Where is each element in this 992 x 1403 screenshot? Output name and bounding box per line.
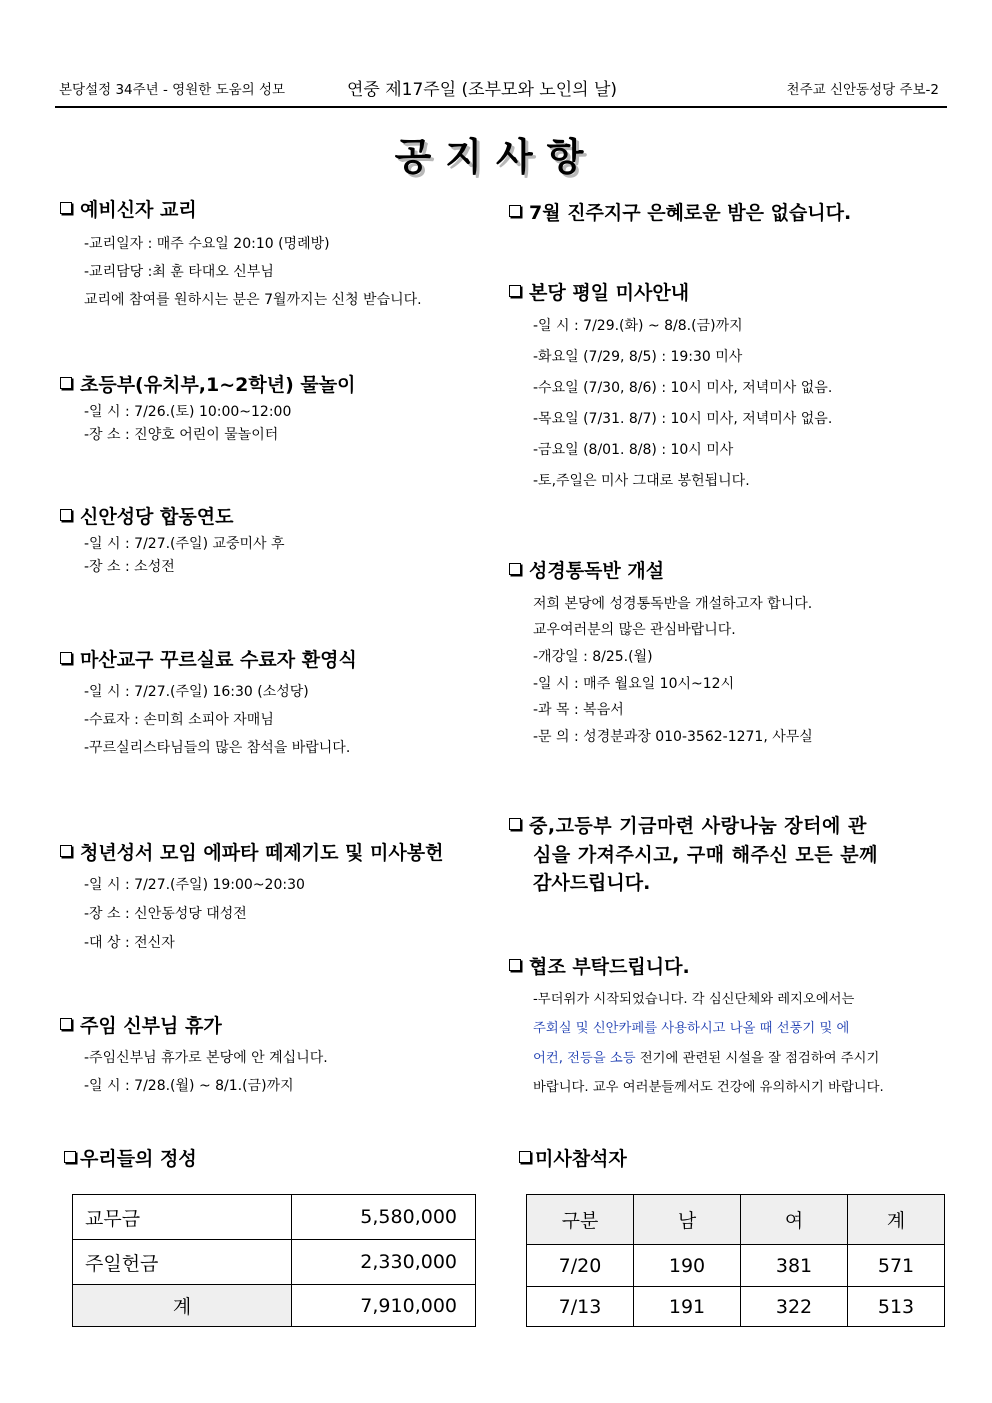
line: -일 시 : 7/27.(주일) 19:00~20:30	[84, 876, 305, 893]
section-title: 성경통독반 개설	[529, 560, 665, 582]
line: -일 시 : 매주 월요일 10시~12시	[533, 675, 735, 692]
section-title: 미사참석자	[535, 1148, 627, 1170]
line: -꾸르실리스타님들의 많은 참석을 바랍니다.	[84, 739, 351, 756]
line: -무더위가 시작되었습니다. 각 심신단체와 레지오에서는	[533, 991, 855, 1007]
column-header: 구분	[527, 1195, 634, 1245]
line: 중,고등부 기금마련 사랑나눔 장터에 관	[529, 815, 867, 837]
line: 감사드립니다.	[533, 872, 651, 894]
checkbox-bullet-icon	[60, 845, 72, 857]
line: -수요일 (7/30, 8/6) : 10시 미사, 저녁미사 없음.	[533, 379, 833, 396]
section-fundraising-market	[509, 812, 878, 898]
checkbox-bullet-icon	[60, 652, 72, 664]
offering-value: 2,330,000	[292, 1240, 476, 1285]
line: 저희 본당에 성경통독반을 개설하고자 합니다.	[533, 595, 813, 612]
line: -과 목 : 복음서	[533, 702, 624, 719]
attendance-table	[526, 1194, 945, 1327]
table-row	[527, 1287, 945, 1327]
line: -토,주일은 미사 그대로 봉헌됩니다.	[533, 472, 750, 489]
section-bible-reading	[509, 560, 813, 750]
header-bulletin-name: 천주교 신안동성당 주보-2	[786, 82, 939, 98]
checkbox-bullet-icon	[519, 1151, 531, 1163]
column-header: 여	[741, 1195, 848, 1245]
table-cell: 7/13	[527, 1287, 634, 1327]
offering-value: 5,580,000	[292, 1195, 476, 1240]
table-cell: 571	[848, 1245, 945, 1287]
section-title: 마산교구 꾸르실료 수료자 환영식	[80, 649, 357, 671]
section-title: 청년성서 모임 에파타 떼제기도 및 미사봉헌	[80, 842, 444, 864]
section-offerings	[64, 1148, 197, 1171]
highlighted-text: 어컨, 전등을 소등	[533, 1050, 636, 1066]
line-text: 전기에 관련된 시설을 잘 점검하여 주시기	[635, 1050, 880, 1066]
section-attendance	[519, 1148, 627, 1171]
section-pastor-leave	[60, 1015, 328, 1100]
line: -일 시 : 7/26.(토) 10:00~12:00	[84, 403, 292, 420]
column-header: 계	[848, 1195, 945, 1245]
checkbox-bullet-icon	[60, 377, 72, 389]
page-header	[55, 72, 947, 108]
line: -일 시 : 7/27.(주일) 16:30 (소성당)	[84, 683, 309, 700]
line: -화요일 (7/29, 8/5) : 19:30 미사	[533, 348, 743, 365]
checkbox-bullet-icon	[60, 509, 72, 521]
line: -주임신부님 휴가로 본당에 안 계십니다.	[84, 1049, 328, 1066]
checkbox-bullet-icon	[509, 285, 521, 297]
table-cell: 190	[634, 1245, 741, 1287]
line: -수료자 : 손미희 소피아 자매님	[84, 711, 274, 728]
checkbox-bullet-icon	[509, 959, 521, 971]
line: -장 소 : 신안동성당 대성전	[84, 905, 247, 922]
table-cell: 322	[741, 1287, 848, 1327]
line: -대 상 : 전신자	[84, 934, 175, 951]
offering-label: 주일헌금	[73, 1240, 292, 1285]
header-parish-anniversary: 본당설정 34주년 - 영원한 도움의 성모	[59, 82, 286, 98]
line: -교리담당 :최 훈 타대오 신부님	[84, 263, 274, 280]
highlighted-line: 주회실 및 신안카페를 사용하시고 나올 때 선풍기 및 에	[533, 1021, 850, 1037]
table-cell: 7/20	[527, 1245, 634, 1287]
section-youth-ephphatha	[60, 842, 443, 958]
offering-value: 7,910,000	[292, 1285, 476, 1327]
table-cell: 381	[741, 1245, 848, 1287]
checkbox-bullet-icon	[509, 563, 521, 575]
table-cell: 191	[634, 1287, 741, 1327]
table-row	[73, 1285, 476, 1327]
line: -목요일 (7/31. 8/7) : 10시 미사, 저녁미사 없음.	[533, 410, 833, 427]
page-title: 공지사항	[394, 135, 598, 179]
table-row	[527, 1245, 945, 1287]
table-row	[73, 1240, 476, 1285]
line: -일 시 : 7/28.(월) ~ 8/1.(금)까지	[84, 1077, 294, 1094]
section-weekday-mass	[509, 282, 832, 497]
line: -교리일자 : 매주 수요일 20:10 (명례방)	[84, 235, 330, 252]
table-header-row	[527, 1195, 945, 1245]
section-title: 신안성당 합동연도	[80, 506, 234, 528]
section-cursillo	[60, 649, 357, 762]
section-title: 우리들의 정성	[80, 1148, 197, 1170]
checkbox-bullet-icon	[64, 1151, 76, 1163]
section-title: 예비신자 교리	[80, 199, 197, 221]
line: -장 소 : 소성전	[84, 558, 175, 575]
table-cell: 513	[848, 1287, 945, 1327]
line: -개강일 : 8/25.(월)	[533, 648, 653, 665]
section-title: 초등부(유치부,1~2학년) 물놀이	[80, 374, 356, 396]
offering-label: 교무금	[73, 1195, 292, 1240]
table-row	[73, 1195, 476, 1240]
checkbox-bullet-icon	[509, 205, 521, 217]
offerings-table	[72, 1194, 476, 1327]
line: -금요일 (8/01. 8/8) : 10시 미사	[533, 441, 734, 458]
offering-label: 계	[73, 1285, 292, 1327]
section-water-play	[60, 374, 355, 447]
checkbox-bullet-icon	[60, 1018, 72, 1030]
checkbox-bullet-icon	[60, 202, 72, 214]
section-joint-memorial	[60, 506, 285, 579]
line: -일 시 : 7/29.(화) ~ 8/8.(금)까지	[533, 317, 743, 334]
section-catechumen	[60, 199, 422, 314]
section-grace-night	[509, 202, 851, 225]
section-title: 7월 진주지구 은혜로운 밤은 없습니다.	[529, 202, 852, 224]
line: 심을 가져주시고, 구매 해주신 모든 분께	[533, 843, 878, 866]
line: 교리에 참여를 원하시는 분은 7월까지는 신청 받습니다.	[84, 291, 422, 308]
header-sunday-title: 연중 제17주일 (조부모와 노인의 날)	[347, 80, 617, 100]
line: 바랍니다. 교우 여러분들께서도 건강에 유의하시기 바랍니다.	[533, 1080, 884, 1096]
section-title: 협조 부탁드립니다.	[529, 956, 690, 978]
section-title: 본당 평일 미사안내	[529, 282, 690, 304]
column-header: 남	[634, 1195, 741, 1245]
line: -장 소 : 진양호 어린이 물놀이터	[84, 426, 279, 443]
section-title: 주임 신부님 휴가	[80, 1015, 222, 1037]
line: -문 의 : 성경분과장 010-3562-1271, 사무실	[533, 728, 813, 745]
section-cooperation	[509, 956, 884, 1103]
line: -일 시 : 7/27.(주일) 교중미사 후	[84, 535, 285, 552]
checkbox-bullet-icon	[509, 818, 521, 830]
line: 교우여러분의 많은 관심바랍니다.	[533, 622, 736, 639]
